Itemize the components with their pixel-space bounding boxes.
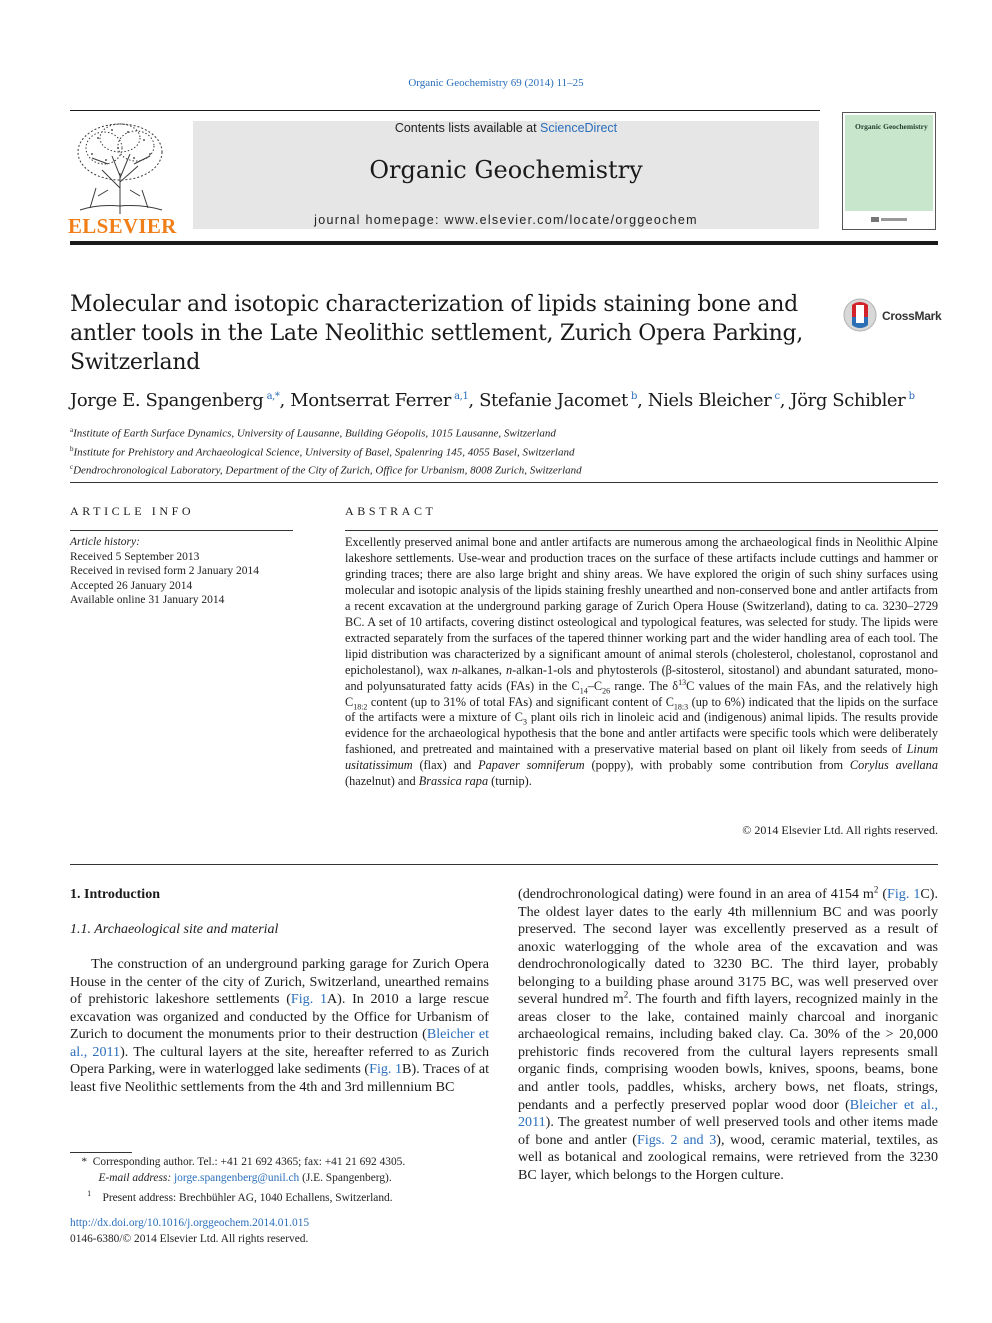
figure-link[interactable]: Fig. 1 <box>369 1061 403 1078</box>
body-text: ( <box>878 886 888 902</box>
affiliation-line <box>70 442 930 461</box>
history-item: Received 5 September 2013 <box>70 550 200 563</box>
header-bottom-rule <box>70 241 938 245</box>
doi-link[interactable]: http://dx.doi.org/10.1016/j.orggeochem.2014.01.015 <box>70 1217 310 1229</box>
header-top-rule <box>70 110 820 111</box>
author-sep: , <box>637 390 648 411</box>
abstract-subscript: 14 <box>579 686 588 696</box>
author-name[interactable]: Niels Bleicher <box>647 390 772 411</box>
affiliation-mark: b <box>70 444 74 453</box>
journal-title: Organic Geochemistry <box>369 156 643 184</box>
footnote-mark: * <box>81 1156 88 1168</box>
author-name[interactable]: Jörg Schibler <box>790 390 906 411</box>
affiliation-mark: c <box>70 463 74 472</box>
body-text: ). The greatest number of well preserved tools and other items made of bone and antler ( <box>518 1114 938 1148</box>
crossmark-icon <box>842 297 878 333</box>
abstract-span: plant oils rich in linoleic acid and (indigenous) animal lipids. The results provide evidence for the archaeological hypothesis that the bone and antler artifacts were specific tools which were deliberately fashioned, and pretreated and maintained with a preservative material based on plant oil likely from seeds of <box>345 710 938 757</box>
abstract-span: (turnip). <box>488 774 532 789</box>
article-title: Molecular and isotopic characterization of lipids staining bone and antler tools in the Late Neolithic settlement, Zurich Opera Parking, Switzerland <box>70 292 803 375</box>
body-text: The construction of an underground parking garage for Zurich Opera House in the center of the city of Zurich, Switzerland, unearthed remains of prehistoric lakeshore settlements ( <box>70 956 489 1008</box>
abstract-copyright: © 2014 Elsevier Ltd. All rights reserved. <box>742 823 938 837</box>
abstract-superscript: 13 <box>678 677 687 687</box>
author-affil-mark[interactable]: a,* <box>266 391 280 402</box>
affiliation-text: Institute for Prehistory and Archaeological Science, University of Basel, Spalenring 145, 4055 Basel, Switzerland <box>73 446 575 459</box>
issn-line: 0146-6380/© 2014 Elsevier Ltd. All rights reserved. <box>70 1232 309 1245</box>
affiliation-text: Institute of Earth Surface Dynamics, University of Lausanne, Building Géopolis, 1015 Lausanne, Switzerland <box>73 427 556 440</box>
subsection-heading: 1.1. Archaeological site and material <box>70 922 279 937</box>
abstract-span: -alkanes, <box>457 662 507 677</box>
author-sep: , <box>279 390 291 411</box>
body-text: B). Traces of at least five Neolithic settlements from the 4th and 3rd millennium BC <box>70 1061 489 1095</box>
body-text: ), wood, ceramic material, textiles, as well as botanical and zoological remains, were retrieved from the 3230 BC layer, which belongs to the Horgen culture. <box>518 1131 938 1183</box>
article-info-rule <box>70 530 293 531</box>
body-column-left <box>70 956 489 1096</box>
author-name[interactable]: Montserrat Ferrer <box>290 390 451 411</box>
body-text: ). The cultural layers at the site, hereafter referred to as Zurich Opera Parking, were in waterlogged lake sediments ( <box>70 1043 490 1078</box>
crossmark-badge[interactable] <box>842 297 942 333</box>
species-name: Papaver somniferum <box>478 758 585 773</box>
author-affil-mark[interactable]: c <box>774 391 780 402</box>
body-superscript: 2 <box>873 884 879 895</box>
elsevier-tree-icon <box>68 118 172 216</box>
elsevier-wordmark: ELSEVIER <box>68 214 177 238</box>
sciencedirect-link[interactable]: ScienceDirect <box>540 121 618 135</box>
abstract-span: content (up to 31% of total FAs) and significant content of C <box>367 694 674 709</box>
species-name: Linum usitatissimum <box>345 742 938 773</box>
body-column-right <box>518 886 938 1184</box>
abstract-subscript: 18:2 <box>353 701 368 711</box>
abstract-span: –C <box>587 678 603 693</box>
cover-title: Organic Geochemistry <box>855 122 928 131</box>
author-name[interactable]: Stefanie Jacomet <box>479 390 628 411</box>
footnote-rule <box>70 1152 132 1153</box>
figure-link[interactable]: Fig. 1 <box>290 991 327 1008</box>
abstract-span: C values of the main FAs, and the relatively high C <box>345 678 938 709</box>
email-link[interactable]: jorge.spangenberg@unil.ch <box>174 1171 300 1184</box>
abstract-bottom-rule <box>70 864 938 865</box>
footnote-text: Present address: Brechbühler AG, 1040 Echallens, Switzerland. <box>102 1191 393 1204</box>
history-item: Accepted 26 January 2014 <box>70 579 193 592</box>
footnote-text: Corresponding author. Tel.: +41 21 692 4365; fax: +41 21 692 4305. <box>92 1156 406 1168</box>
abstract-italic: n <box>506 662 513 677</box>
author-affil-mark[interactable]: b <box>908 391 915 402</box>
author-affil-mark[interactable]: a,1 <box>454 391 469 402</box>
journal-homepage[interactable]: journal homepage: www.elsevier.com/locate/orggeochem <box>314 213 698 227</box>
contents-line <box>193 121 819 135</box>
abstract-italic: n <box>451 662 458 677</box>
doi-block <box>70 1216 309 1247</box>
author-sep: , <box>779 390 791 411</box>
abstract-text <box>345 535 938 790</box>
article-history <box>70 535 300 608</box>
affiliation-line <box>70 460 930 479</box>
contents-prefix: Contents lists available at <box>394 121 541 135</box>
cover-publisher-icon <box>869 215 909 223</box>
affiliations <box>70 423 930 479</box>
figure-link[interactable]: Fig. 1 <box>887 886 921 902</box>
journal-cover-thumbnail[interactable] <box>842 112 936 230</box>
affiliation-line <box>70 423 930 442</box>
abstract-subscript: 3 <box>522 717 527 727</box>
footnote-email <box>70 1171 500 1187</box>
body-text: C). The oldest layer dates to the early 4th millennium BC and was poorly preserved. The second layer was excellently preserved as a result of anoxic waterlogging of the whole area of the excavation and was dendrochronologically dated to 3230 BC. The third layer, probably belonging to a building phase around 3175 BC, was well preserved over several hundred m <box>518 886 938 1008</box>
history-item: Received in revised form 2 January 2014 <box>70 565 260 578</box>
species-name: Corylus avellana <box>849 758 938 773</box>
species-name: Brassica rapa <box>418 774 489 789</box>
abstract-span: (hazelnut) and <box>345 774 419 789</box>
body-text: (dendrochronological dating) were found in an area of 4154 m <box>518 886 874 902</box>
author-affil-mark[interactable]: b <box>631 391 638 402</box>
figure-link[interactable]: Figs. 2 and 3 <box>636 1131 717 1148</box>
abstract-heading: ABSTRACT <box>345 504 437 518</box>
footnotes <box>70 1155 500 1206</box>
elsevier-logo[interactable] <box>68 118 177 238</box>
body-text: A). In 2010 a large rescue excavation was organized and conducted by the Office for Urbanism of Zurich to document the monuments prior to their destruction ( <box>70 991 489 1043</box>
footnote-present-address <box>70 1186 500 1206</box>
title-section-rule <box>70 482 938 483</box>
journal-citation[interactable]: Organic Geochemistry 69 (2014) 11–25 <box>408 77 584 89</box>
section-heading: 1. Introduction <box>70 887 160 902</box>
email-label: E-mail address: <box>98 1171 174 1184</box>
history-label: Article history: <box>70 536 140 548</box>
body-text: . The fourth and fifth layers, recognized mainly in the areas closer to the lake, contained mainly charcoal and inorganic archaeological remains, including baked clay. Ca. 30% of the > 20,000 prehistoric finds recovered from the cultural layers represents small organic finds, comprising wooden bowls, knives, spoons, beams, bone and antler tools, paddles, whisks, archery bows, net floats, strings, pendants and a perfectly preserved poplar wood door ( <box>518 991 938 1113</box>
affiliation-mark: a <box>70 426 74 434</box>
footnote-text: (J.E. Spangenberg). <box>299 1171 392 1184</box>
reference-link[interactable]: Bleicher et al., 2011 <box>518 1096 938 1131</box>
abstract-subscript: 26 <box>602 686 611 696</box>
abstract-subscript: 18:3 <box>673 701 689 711</box>
abstract-span: Excellently preserved animal bone and antler artifacts are numerous among the archaeological finds in Neolithic Alpine lakeshore settlements. Use-wear and production traces on the surface of these artifacts include cuttings and hammer or grinding traces; there are also large bright and shiny areas. We have explored the origin of such shiny surfaces using molecular and isotopic analysis of the lipids staining freshly unearthed and non-conserved bone and antler artifacts from a recent excavation at the underground parking garage of Zurich Opera House (Switzerland), dating to ca. 3230–2729 BC. A set of 10 artifacts, covering distinct osteological and typological features, was selected for study. The lipids were extracted separately from the surfaces of the tapered thinner working part and the wider handling area of each tool. The lipid distribution was characterized by a significant amount of animal sterols (cholesterol, cholestanol, coprostanol and epicholestanol), wax <box>345 535 938 677</box>
abstract-span: -alkan-1-ols and phytosterols (β-sitosterol, sitostanol) and abundant saturated, mono- and polyunsaturated fatty acids (FAs) in the C <box>345 662 938 693</box>
abstract-span: (poppy), with probably some contribution from <box>584 758 850 773</box>
abstract-span: range. The δ <box>610 678 679 693</box>
reference-link[interactable]: Bleicher et al., 2011 <box>70 1026 490 1060</box>
footnote-corresponding <box>70 1155 500 1171</box>
abstract-span: (flax) and <box>412 758 479 773</box>
body-superscript: 2 <box>623 989 629 1000</box>
article-info-heading: ARTICLE INFO <box>70 504 195 518</box>
crossmark-label: CrossMark <box>882 309 942 323</box>
author-sep: , <box>468 390 480 411</box>
history-item: Available online 31 January 2014 <box>70 594 225 607</box>
abstract-span: (up to 6%) indicated that the lipids on the surface of the artifacts were a mixture of C <box>345 694 938 725</box>
abstract-rule <box>345 530 938 531</box>
affiliation-text: Dendrochronological Laboratory, Department of the City of Zurich, Office for Urbanism, 8008 Zurich, Switzerland <box>73 464 582 477</box>
author-name[interactable]: Jorge E. Spangenberg <box>70 390 264 411</box>
footnote-mark: 1 <box>87 1189 92 1198</box>
cover-panel <box>845 115 933 211</box>
author-list <box>70 390 930 411</box>
